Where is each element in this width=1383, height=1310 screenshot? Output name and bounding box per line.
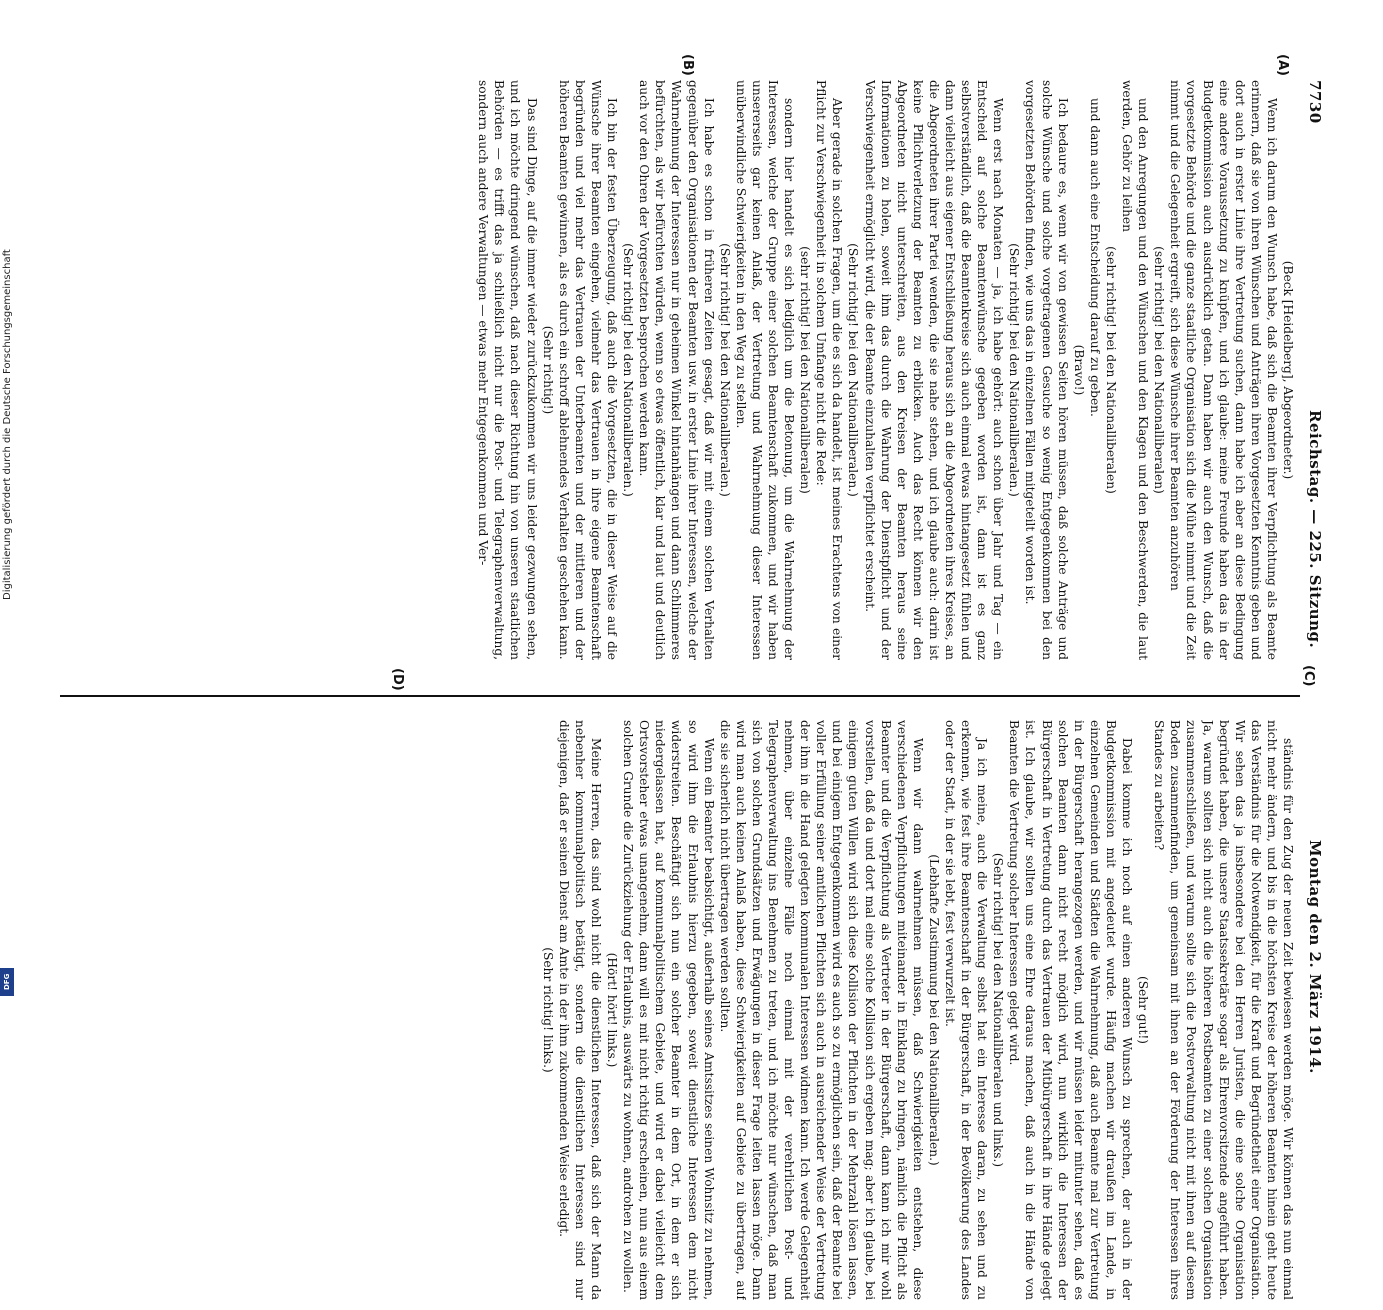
left-interjection: (sehr richtig! bei den Nationalliberalen) bbox=[1103, 246, 1118, 494]
right-interjection: (Lebhafte Zustimmung bei den Nationalliberalen.) bbox=[926, 854, 941, 1166]
left-interjection: (Sehr richtig! bei den Nationalliberalen.) bbox=[1007, 243, 1022, 497]
left-interjection: (Bravo!) bbox=[1071, 344, 1086, 396]
left-interjection: (sehr richtig! bei den Nationalliberalen) bbox=[798, 246, 813, 494]
left-paragraph: Wenn ich darum den Wunsch habe, daß sich die Beamten ihrer Verpflichtung als Beamte erinnern, daß sie von ihren Wünschen und Anträgen ihren Vorgesetzten Kenntnis geben und dort auch in erster Linie ihre Vertretung suchen, dann habe ich aber an diese Bedingung eine andere Voraussetzung zu knüpfen, und ich glaube: meine Freunde haben das in der Budgetkommission auch ausdrücklich getan. Dann haben wir auch den Wunsch, daß die vorgesetzte Behörde und die ganze staatliche Organisation sich die Mühe nimmt und die Zeit nimmt und die Gelegenheit ergreift, sich diese Wünsche ihrer Beamten anzuhören bbox=[1168, 80, 1279, 660]
margin-marker-d: (D) bbox=[390, 668, 405, 691]
right-interjection: (Sehr richtig! bei den Nationalliberalen und links.) bbox=[991, 852, 1006, 1168]
column-divider bbox=[60, 695, 1300, 697]
margin-marker-c: (C) bbox=[1301, 665, 1316, 687]
left-interjection: (Sehr richtig! bei den Nationalliberalen.) bbox=[846, 243, 861, 497]
newspaper-page bbox=[20, 0, 1340, 1300]
digitization-credit: Digitalisierung gefördert durch die Deutsche Forschungsgemeinschaft bbox=[2, 249, 13, 600]
right-interjection: (Sehr gut!) bbox=[1136, 975, 1151, 1045]
dfg-logo: DFG bbox=[0, 968, 14, 996]
right-paragraph: ständnis für den Zug der neuen Zeit bewiesen werden möge. Wir können das nun einmal nicht mehr ändern, und bis in die höchsten Kreise der höheren Beamten hinein geht heute das Verständnis für die Notwendigkeit, für die Kraft und Begründetheit einer Organisation. Wir sehen das ja insbesondere bei den Herren Juristen, die eine solche Organisation begründet haben, die unsere Staatssekretäre sogar als Ehrenvorsitzende angeführt haben. Ja, warum sollten sich nicht auch die höheren Postbeamten zu einer solchen Organisation zusammenschließen, und warum sollte sich die Postverwaltung nicht mit ihnen auf diesem Boden zusammenfinden, um gemeinsam mit ihnen an der Förderung der Interessen ihres Standes zu arbeiten? bbox=[1152, 720, 1295, 1300]
session-date: Montag den 2. März 1914. bbox=[1306, 840, 1324, 1074]
left-paragraph: Wenn erst nach Monaten — ja, ich habe gehört: auch schon über Jahr und Tag — ein Entscheid auf solche Beamtenwünsche gegeben worden ist, dann ist es ganz selbstverständlich, daß die Beamtenkreise sich auch einmal etwas hintangesetzt fühlen und dann vielleicht aus eigener Entschließung heraus sich an die Abgeordneten ihres Kreises, an die Abgeordneten ihrer Partei wenden, die sie nahe stehen, und ich glaube auch: darin ist keine Pflichtverletzung der Beamten zu erblicken. Auch das Recht können wir den Abgeordneten nicht unterschreiten, aus den Kreisen der Beamten heraus seine Informationen zu holen, soweit ihm das durch die Wahrung der Dienstpflicht und der Verschwiegenheit ermöglicht wird, die der Beamte einzuhalten verpflichtet erscheint. bbox=[862, 80, 1006, 660]
right-interjection: (Sehr richtig! links.) bbox=[540, 947, 555, 1073]
left-interjection: (Sehr richtig!) bbox=[540, 325, 555, 415]
left-paragraph: Ich bin der festen Überzeugung, daß auch die Vorgesetzten, die in dieser Weise auf die Wünsche ihrer Beamten eingehen, vielmehr das Vertrauen in ihre eigene Beamtenschaft begründen und viel mehr das Vertrauen der Unterbeamten und der mittleren und der höheren Beamten gewinnen, als es durch ein schroff ablehnendes Verhalten geschehen kann. bbox=[556, 80, 620, 660]
left-column bbox=[56, 80, 1296, 660]
right-paragraph: Wenn ein Beamter beabsichtigt, außerhalb seines Amtssitzes seinen Wohnsitz zu nehmen, so wird ihm die Erlaubnis hierzu gegeben, soweit dienstliche Interessen dem nicht widerstreiten. Beschäftigt sich nun ein solcher Beamter in dem Ort, in dem er sich niedergelassen hat, auf kommunalpolitischem Gebiete, und wird er dabei vielleicht dem Ortsvorsteher etwas unangenehm, dann will es mit nicht richtig erscheinen, nun aus einem solchen Grunde die Zurückziehung der Erlaubnis, auswärts zu wohnen, androhen zu wollen. bbox=[621, 720, 716, 1300]
session-title: Reichstag. — 225. Sitzung. bbox=[1306, 410, 1324, 649]
left-paragraph: Ich bedaure es, wenn wir von gewissen Seiten hören müssen, daß solche Anträge und solche Wünsche und solche vorgetragenen Gesuche so wenig Entgegenkommen bei den vorgesetzten Behörden finden, wie uns das in einzelnen Fällen mitgeteilt worden ist. bbox=[1023, 80, 1070, 660]
margin-marker-a: (A) bbox=[1275, 54, 1290, 76]
left-paragraph: und dann auch eine Entscheidung darauf zu geben. bbox=[1087, 98, 1102, 417]
right-interjection: (Hört! hört! links.) bbox=[605, 952, 620, 1068]
right-paragraph: Wenn wir dann wahrnehmen müssen, daß Schwierigkeiten entstehen, diese verschiedenen Verpflichtungen miteinander in Einklang zu bringen, nämlich die Pflicht als Beamter und die Verpflichtung als Vertreter in der Bürgerschaft, dann kann ich mir wohl vorstellen, daß da und dort mal eine solche Kollision sich ergeben mag; aber ich glaube, bei einigem guten Willen wird sich diese Kollision der Pflichten in der Mehrzahl lösen lassen, und bei einigem Entgegenkommen wird es auch so zu ermöglichen sein, daß der Beamte bei voller Erfüllung seiner amtlichen Pflichten sich auch in ausreichender Weise der Vertretung der ihm in die Hand gelegten kommunalen Interessen widmen kann. Ich werde Gelegenheit nehmen, über einzelne Fälle noch einmal mit der verehrlichen Post- und Telegraphenverwaltung ins Benehmen zu treten, und ich möchte nur wünschen, daß man sich von solchen Grundsätzen und Erwägungen in dieser Frage leiten lassen möge. Dann wird man auch keinen Anlaß haben, diese Schwierigkeiten auf Gebiete zu übertragen, auf die sie sicherlich nicht übertragen werden sollten. bbox=[717, 720, 925, 1300]
left-paragraph: Das sind Dinge, auf die immer wieder zurückzukommen wir uns leider gezwungen sehen, und ich möchte dringend wünschen, daß nach dieser Richtung hin von unseren staatlichen Behörden — es trifft das ja schließlich nicht nur die Post- und Telegraphenverwaltung, sondern auch andere Verwaltungen — etwas mehr Entgegenkommen und Ver- bbox=[476, 80, 539, 660]
page-header bbox=[1302, 80, 1324, 1310]
left-paragraph: und den Anregungen und den Wünschen und den Klagen und den Beschwerden, die laut werden, Gehör zu leihen bbox=[1120, 80, 1151, 660]
margin-marker-b: (B) bbox=[680, 54, 695, 76]
left-paragraph: Aber gerade in solchen Fragen, um die es sich da handelt, ist meines Erachtens von einer Pflicht zur Verschwiegenheit in solchem Umfange nicht die Rede: bbox=[814, 80, 845, 660]
right-paragraph: Ja ich meine, auch die Verwaltung selbst hat ein Interesse daran, zu sehen und zu erkennen, wie fest ihre Beamtenschaft in der Bürgerschaft, in der Bevölkerung des Landes oder der Stadt, in der sie lebt, fest verwurzelt ist. bbox=[943, 720, 990, 1300]
left-interjection: (Sehr richtig! bei den Nationalliberalen.) bbox=[621, 243, 636, 497]
left-interjection: (Sehr richtig! bei den Nationalliberalen.) bbox=[717, 243, 732, 497]
left-interjection: (Beck [Heidelberg], Abgeordneter.) bbox=[1281, 260, 1295, 480]
right-column bbox=[56, 720, 1296, 1300]
left-paragraph: sondern hier handelt es sich lediglich um die Betonung, um die Wahrnehmung der Interessen, welche der Gruppe einer solchen Beamtenschaft zukommen, und wir haben unsererseits gar keinen Anlaß, der Vertretung und Wahrnehmung dieser Interessen unüberwindliche Schwierigkeiten in den Weg zu stellen. bbox=[733, 80, 797, 660]
right-paragraph: Dabei komme ich noch auf einen anderen Wunsch zu sprechen, der auch in der Budgetkommission mit angedeutet wurde. Häufig machen wir draußen im Lande, in einzelnen Gemeinden und Städten die Wahrnehmung, daß auch Beamte mal zur Vertretung in der Bürgerschaft herangezogen werden, und wir müssen leider mitunter sehen, daß es solchen Beamten dann nicht recht möglich wird, nun wirklich die Interessen der Bürgerschaft in Vertretung durch das Vertrauen der Mitbürgerschaft in ihre Hände gelegt ist. Ich glaube, wir sollten uns eine Ehre daraus machen, daß auch in die Hände von Beamten die Vertretung solcher Interessen gelegt wird. bbox=[1007, 720, 1135, 1300]
page-number: 7730 bbox=[1306, 80, 1324, 124]
right-paragraph: Meine Herren, das sind wohl nicht die dienstlichen Interessen, daß sich der Mann da nebenher kommunalpolitisch betätigt, sondern die dienstlichen Interessen sind nur diejenigen, daß er seinen Dienst am Amte in der ihm zukommenden Weise erledigt. bbox=[556, 720, 603, 1300]
left-interjection: (sehr richtig! bei den Nationalliberalen) bbox=[1152, 246, 1167, 494]
left-paragraph: Ich habe es schon in früheren Zeiten gesagt, daß wir mit einem solchen Verhalten gegenüber den Organisationen der Beamten usw. in erster Linie ihrer Interessen, welche der Wahrnehmung der Interessen nur in geheimen Winkel hintanhängen und dann Schlimmeres befürchten, als wir befürchten würden, wenn so etwas öffentlich, klar und laut und deutlich auch vor den Ohren der Vorgesetzten besprochen werden kann. bbox=[637, 80, 716, 660]
